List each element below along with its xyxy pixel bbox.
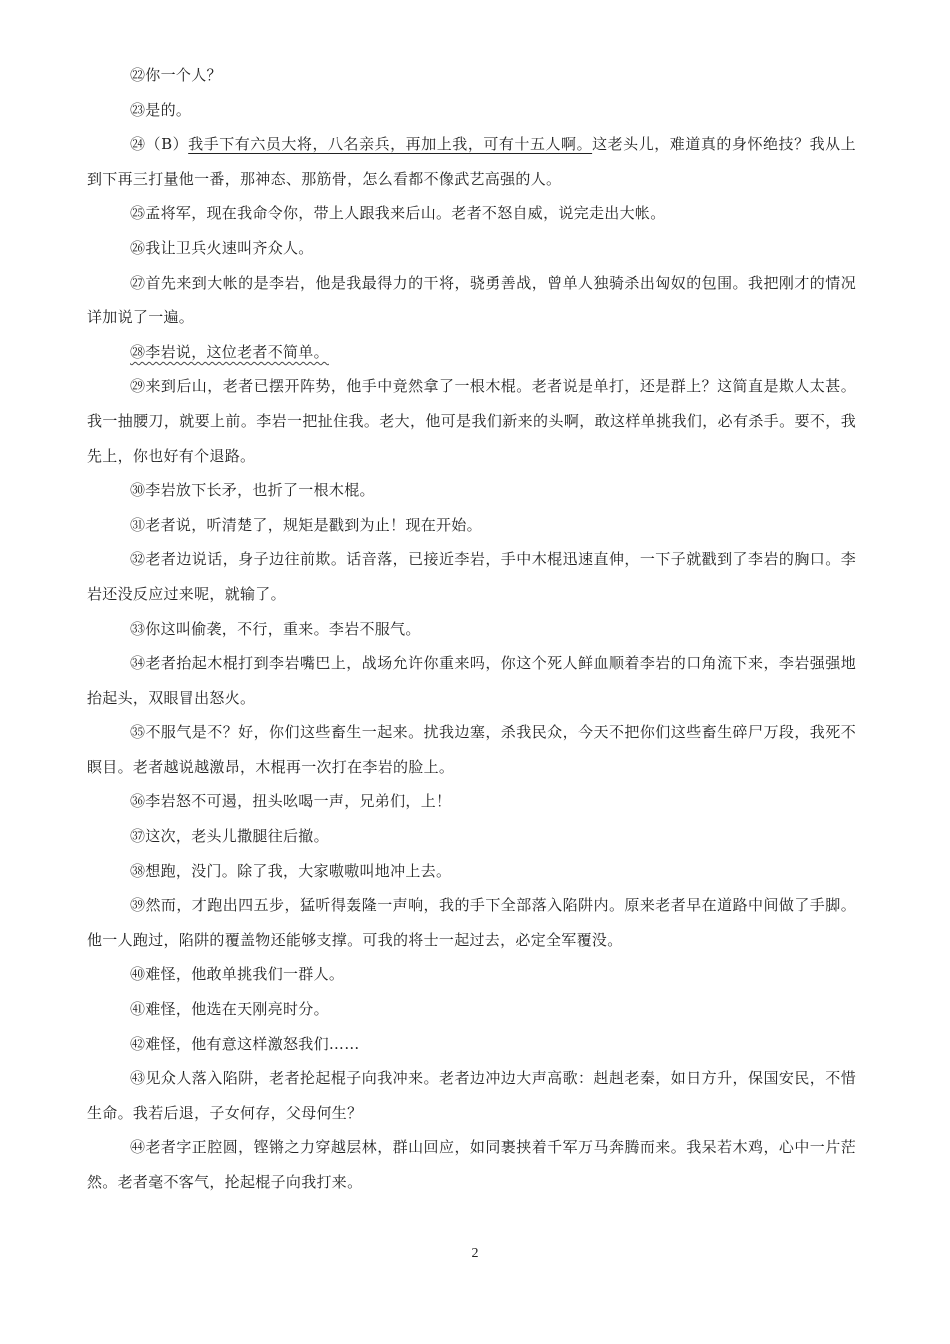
page-number: 2	[471, 1246, 479, 1261]
paragraph-44: ㊹老者字正腔圆，铿锵之力穿越层林，群山回应，如同裹挟着千军万马奔腾而来。我呆若木鸡，心中一片茫然。老者毫不客气，抡起棍子向我打来。	[87, 1138, 856, 1191]
paragraph-30: ㉚李岩放下长矛，也折了一根木棍。	[130, 481, 375, 500]
paragraph-23: ㉓是的。	[130, 100, 192, 119]
paragraph-28	[0, 335, 950, 370]
paragraph-24-prefix: ㉔（B）	[130, 135, 189, 154]
underlined-sentence-b: 我手下有六员大将，八名亲兵，再加上我，可有十五人啊。	[188, 135, 593, 154]
wavy-underlined-sentence: ㉘李岩说，这位老者不简单。	[130, 342, 329, 361]
paragraph-24	[0, 127, 950, 196]
paragraph-42: ㊷难怪，他有意这样激怒我们……	[130, 1034, 360, 1053]
paragraph-37: ㊲这次，老头儿撒腿往后撤。	[130, 827, 329, 846]
paragraph-22: ㉒你一个人？	[130, 66, 222, 84]
paragraph-40: ㊵难怪，他敢单挑我们一群人。	[130, 965, 345, 984]
paragraph-39: ㊴然而，才跑出四五步，猛听得轰隆一声响，我的手下全部落入陷阱内。原来老者早在道路中间做了手脚。他一人跑过，陷阱的覆盖物还能够支撑。可我的将士一起过去，必定全军覆没。	[87, 896, 856, 949]
paragraph-26: ㉖我让卫兵火速叫齐众人。	[130, 238, 314, 257]
paragraph-29: ㉙来到后山，老者已摆开阵势，他手中竟然拿了一根木棍。老者说是单打，还是群上？这简直是欺人太甚。我一抽腰刀，就要上前。李岩一把扯住我。老大，他可是我们新来的头啊，敢这样单挑我们，必有杀手。要不，我先上，你也好有个退路。	[87, 377, 856, 465]
paragraph-32: ㉜老者边说话，身子边往前欺。话音落，已接近李岩，手中木棍迅速直伸，一下子就戳到了李岩的胸口。李岩还没反应过来呢，就输了。	[87, 550, 856, 603]
paragraph-41: ㊶难怪，他选在天刚亮时分。	[130, 1000, 329, 1019]
paragraph-31: ㉛老者说，听清楚了，规矩是戳到为止！现在开始。	[130, 515, 482, 534]
paragraph-35: ㉟不服气是不？好，你们这些畜生一起来。扰我边塞，杀我民众，今天不把你们这些畜生碎尸万段，我死不瞑目。老者越说越激昂，木棍再一次打在李岩的脸上。	[87, 723, 856, 776]
paragraph-33: ㉝你这叫偷袭，不行，重来。李岩不服气。	[130, 619, 421, 638]
paragraph-27: ㉗首先来到大帐的是李岩，他是我最得力的干将，骁勇善战，曾单人独骑杀出匈奴的包围。我把刚才的情况详加说了一遍。	[87, 273, 856, 327]
paragraph-36: ㊱李岩怒不可遏，扭头吆喝一声，兄弟们，上！	[130, 792, 452, 811]
paragraph-24-rest: 这老头儿，难道真的身怀绝技？我从上到下再三打量他一番，那神态、那筋骨，怎么看都不像武艺高强的人。	[87, 135, 856, 188]
paragraph-43: ㊸见众人落入陷阱，老者抡起棍子向我冲来。老者边冲边大声高歌：赳赳老秦，如日方升，保国安民，不惜生命。我若后退，子女何存，父母何生？	[87, 1069, 856, 1122]
paragraph-34: ㉞老者抬起木棍打到李岩嘴巴上，战场允许你重来吗，你这个死人鲜血顺着李岩的口角流下来，李岩强强地抬起头，双眼冒出怒火。	[87, 654, 856, 707]
paragraph-38: ㊳想跑，没门。除了我，大家嗷嗷叫地冲上去。	[130, 861, 452, 880]
paragraph-25: ㉕孟将军，现在我命令你，带上人跟我来后山。老者不怒自威，说完走出大帐。	[130, 204, 666, 223]
